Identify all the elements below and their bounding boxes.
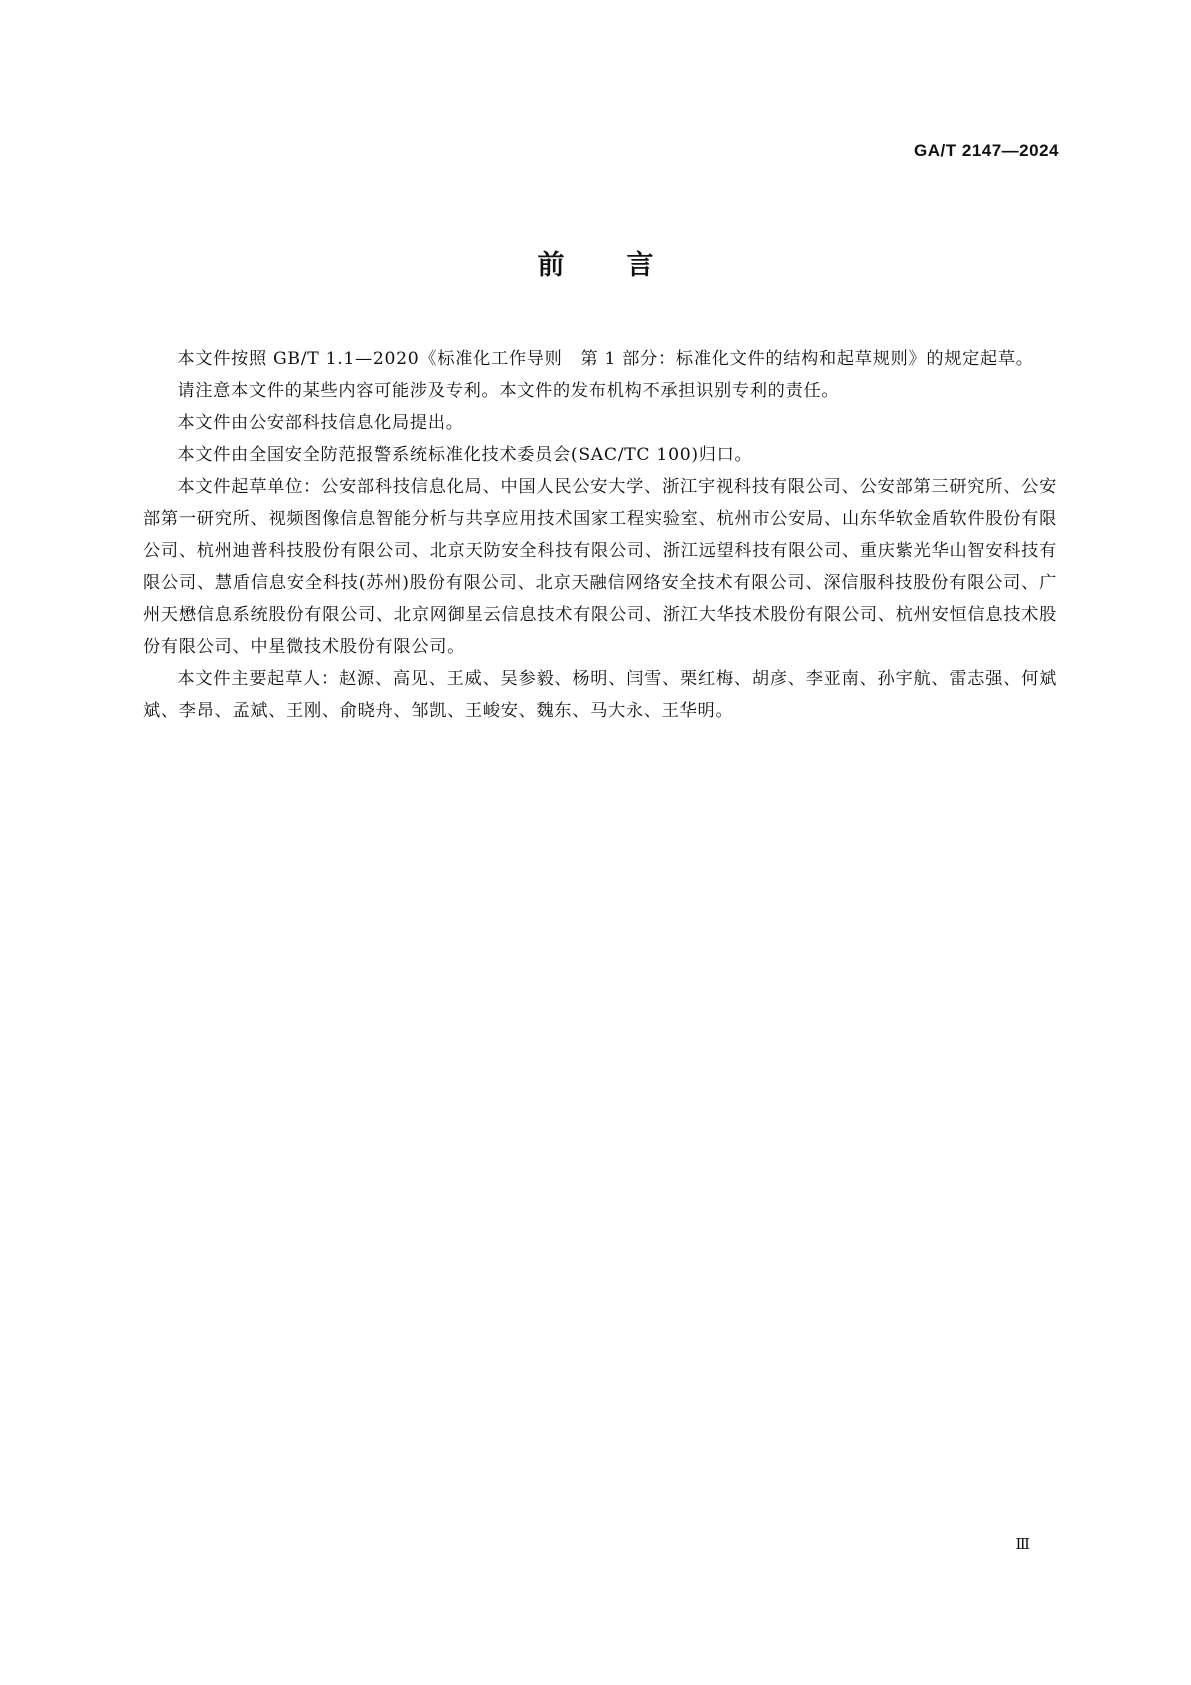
document-code: GA/T 2147—2024 — [914, 141, 1059, 160]
paragraph-patent-notice: 请注意本文件的某些内容可能涉及专利。本文件的发布机构不承担识别专利的责任。 — [177, 381, 840, 401]
paragraph-drafting-rules: 本文件按照 GB/T 1.1—2020《标准化工作导则 第 1 部分：标准化文件的结构和起草规则》的规定起草。 — [177, 349, 1034, 369]
foreword-body — [143, 343, 1057, 727]
paragraph-centralized-unit: 本文件由全国安全防范报警系统标准化技术委员会(SAC/TC 100)归口。 — [177, 445, 753, 465]
paragraph-drafting-units: 本文件起草单位：公安部科技信息化局、中国人民公安大学、浙江宇视科技有限公司、公安部第三研究所、公安部第一研究所、视频图像信息智能分析与共享应用技术国家工程实验室、杭州市公安局、山东华软金盾软件股份有限公司、杭州迪普科技股份有限公司、北京天防安全科技有限公司、浙江远望科技有限公司、重庆紫光华山智安科技有限公司、慧盾信息安全科技(苏州)股份有限公司、北京天融信网络安全技术有限公司、深信服科技股份有限公司、广州天懋信息系统股份有限公司、北京网御星云信息技术有限公司、浙江大华技术股份有限公司、杭州安恒信息技术股份有限公司、中星微技术股份有限公司。 — [143, 477, 1057, 657]
paragraph-main-drafters: 本文件主要起草人：赵源、高见、王威、吴参毅、杨明、闫雪、栗红梅、胡彦、李亚南、孙宇航、雷志强、何斌斌、李昂、孟斌、王刚、俞晓舟、邹凯、王峻安、魏东、马大永、王华明。 — [143, 669, 1057, 721]
page-title: 前言 — [537, 250, 716, 281]
paragraph-proposer: 本文件由公安部科技信息化局提出。 — [177, 413, 464, 433]
page-number: Ⅲ — [1015, 1535, 1030, 1553]
